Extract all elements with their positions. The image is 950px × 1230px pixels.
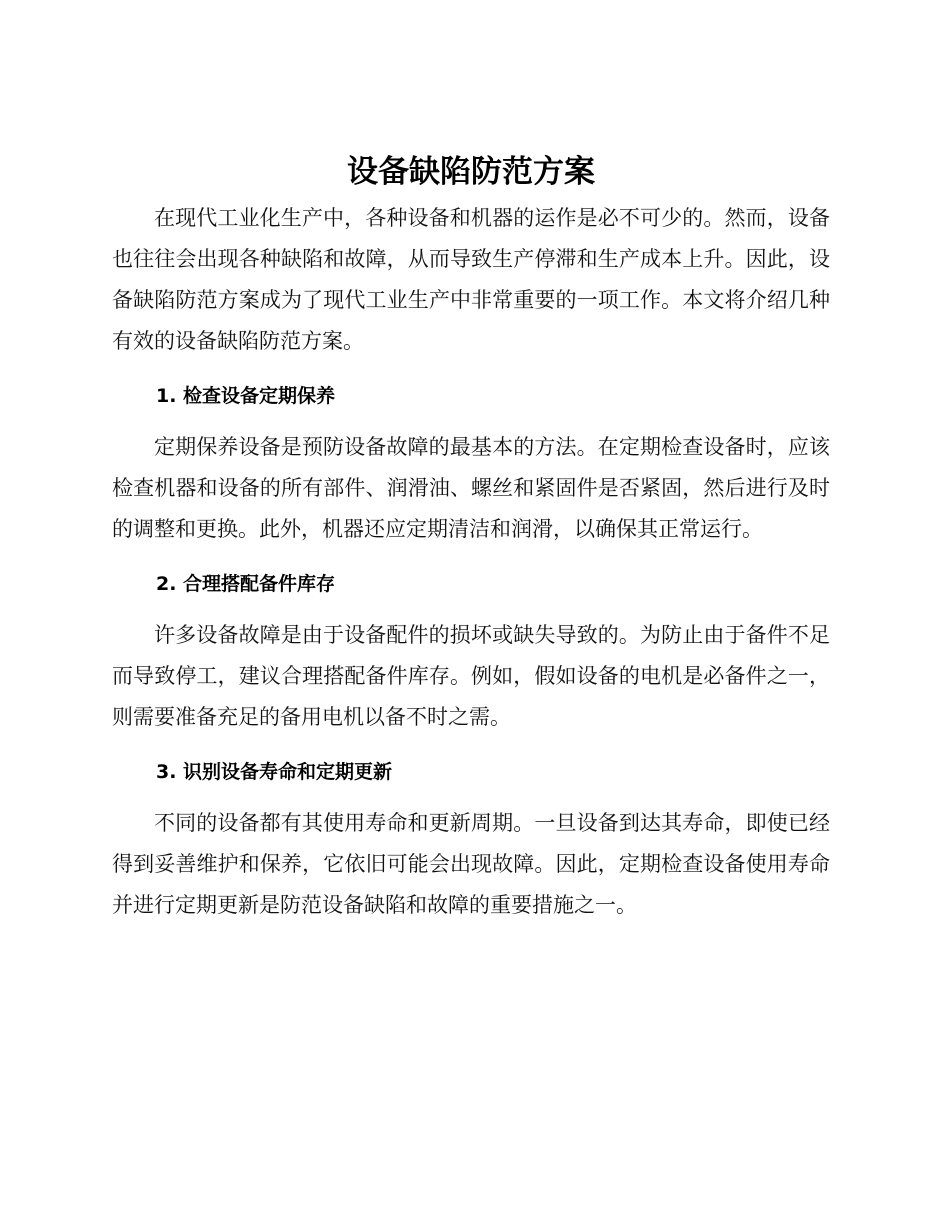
document-page xyxy=(112,152,830,926)
section-body: 不同的设备都有其使用寿命和更新周期。一旦设备到达其寿命，即使已经得到妥善维护和保养，它依旧可能会出现故障。因此，定期检查设备使用寿命并进行定期更新是防范设备缺陷和故障的重要措施之一。 xyxy=(112,811,830,917)
section-body: 定期保养设备是预防设备故障的最基本的方法。在定期检查设备时，应该检查机器和设备的所有部件、润滑油、螺丝和紧固件是否紧固，然后进行及时的调整和更换。此外，机器还应定期清洁和润滑，以确保其正常运行。 xyxy=(112,435,830,541)
document-title: 设备缺陷防范方案 xyxy=(347,154,595,190)
section-heading: 1. 检查设备定期保养 xyxy=(156,385,336,407)
intro-paragraph: 在现代工业化生产中，各种设备和机器的运作是必不可少的。然而，设备也往往会出现各种缺陷和故障，从而导致生产停滞和生产成本上升。因此，设备缺陷防范方案成为了现代工业生产中非常重要的一项工作。本文将介绍几种有效的设备缺陷防范方案。 xyxy=(112,206,830,353)
section-3 xyxy=(112,759,830,926)
section-heading: 3. 识别设备寿命和定期更新 xyxy=(156,761,393,783)
section-1 xyxy=(112,383,830,550)
section-2 xyxy=(112,571,830,738)
section-heading: 2. 合理搭配备件库存 xyxy=(156,573,336,595)
section-body: 许多设备故障是由于设备配件的损坏或缺失导致的。为防止由于备件不足而导致停工，建议合理搭配备件库存。例如，假如设备的电机是必备件之一，则需要准备充足的备用电机以备不时之需。 xyxy=(112,623,830,729)
